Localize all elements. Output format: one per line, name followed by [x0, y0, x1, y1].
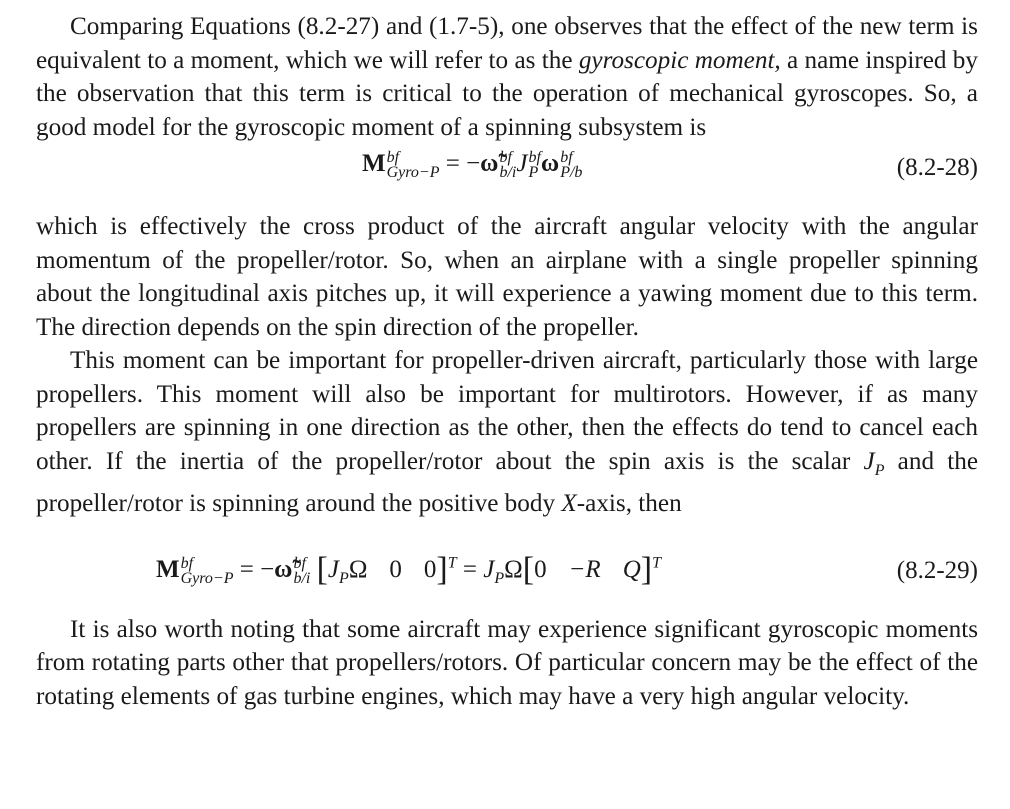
paragraph-3 — [36, 344, 978, 521]
emphasis-gyroscopic-moment: gyroscopic moment, — [578, 46, 781, 74]
inertia-superscript: bf — [528, 149, 541, 167]
transpose-2: T — [652, 554, 662, 572]
vector-j-sub: P — [339, 569, 349, 587]
axis-symbol: X — [561, 490, 577, 518]
omega2-sup: bf — [293, 554, 306, 572]
equation-number: (8.2-28) — [896, 154, 978, 181]
omega2-subscript: P/b — [560, 164, 583, 182]
rhs-zero: 0 — [534, 555, 547, 583]
left-bracket-2: [ — [522, 550, 535, 588]
jp-subscript: P — [874, 461, 885, 479]
moment-symbol-2: M — [156, 555, 180, 583]
paragraph-4: It is also worth noting that some aircraft may experience significant gyroscopic moments from rotating parts other that propellers/rotors. Of particular concern may be the effect of the rotating elements of gas turbine engines, which may have a very high angular velocity. — [36, 615, 978, 710]
equation-8-2-28 — [36, 144, 978, 196]
paragraph-1 — [36, 10, 978, 144]
equation-number-2: (8.2-29) — [896, 556, 978, 584]
omega-tilde-symbol-2: ω̃ — [274, 555, 293, 583]
equation-8-2-29 — [36, 543, 978, 605]
spin-rate-symbol: Ω — [348, 555, 368, 583]
lhs2-superscript: bf — [180, 554, 194, 572]
equals-sign-2: = − — [239, 555, 275, 583]
omega-superscript: bf — [499, 149, 512, 167]
omega-tilde-symbol: ω̃ — [480, 150, 499, 177]
paragraph-3-text: This moment can be important for propeller-driven aircraft, particularly those with large propellers. This moment will also be important for multirotors. However, if as many propellers are spinning in one direction as the other, then the effects do tend to cancel each other. If the inertia of the propeller/rotor about the spin axis is the scalar — [36, 347, 978, 475]
omega2-superscript: bf — [560, 149, 573, 167]
paragraph-1-text-end: a name inspired by the observation that this term is critical to the operation of mechanical gyroscopes. So, a good model for the gyroscopic moment of a spinning subsystem is — [36, 46, 978, 141]
omega2-sub: b/i — [293, 569, 311, 587]
vector-zero-2: 0 — [423, 555, 437, 583]
transpose-1: T — [447, 554, 457, 572]
lhs-superscript: bf — [386, 149, 400, 167]
right-bracket-2: ] — [640, 550, 653, 588]
right-bracket: ] — [436, 550, 448, 588]
page — [36, 10, 978, 713]
lhs-subscript: Gyro−P — [386, 164, 440, 182]
rhs-r: −R — [568, 555, 601, 583]
omega-symbol: ω — [540, 150, 560, 177]
equals-sign-3: = — [462, 555, 477, 583]
vector-zero-1: 0 — [389, 555, 402, 583]
inertia-symbol: J — [516, 150, 528, 177]
inertia-subscript: P — [528, 164, 539, 182]
paragraph-3-text-end: -axis, then — [576, 490, 682, 518]
rhs-omega: Ω — [504, 555, 523, 583]
left-bracket: [ — [316, 550, 328, 588]
moment-symbol: M — [362, 150, 386, 177]
lhs2-subscript: Gyro−P — [180, 569, 234, 587]
equals-sign: = − — [445, 150, 481, 177]
rhs-q: Q — [622, 555, 641, 583]
paragraph-3-text-mid: and the propeller/rotor is spinning around the positive body — [36, 447, 978, 518]
vector-j: J — [327, 555, 340, 583]
rhs-j-sub: P — [494, 569, 505, 587]
jp-symbol: J — [863, 447, 875, 475]
paragraph-1-text: Comparing Equations (8.2-27) and (1.7-5), one observes that the effect of the new term is equivalent to a moment, which we will refer to as the — [36, 13, 978, 74]
rhs-j: J — [483, 555, 495, 583]
paragraph-2: which is effectively the cross product of the aircraft angular velocity with the angular momentum of the propeller/rotor. So, when an airplane with a single propeller spinning about the longitudinal axis pitches up, it will experience a yawing moment due to this term. The direction depends on the spin direction of the propeller. — [36, 213, 978, 341]
omega-subscript: b/i — [499, 164, 517, 182]
